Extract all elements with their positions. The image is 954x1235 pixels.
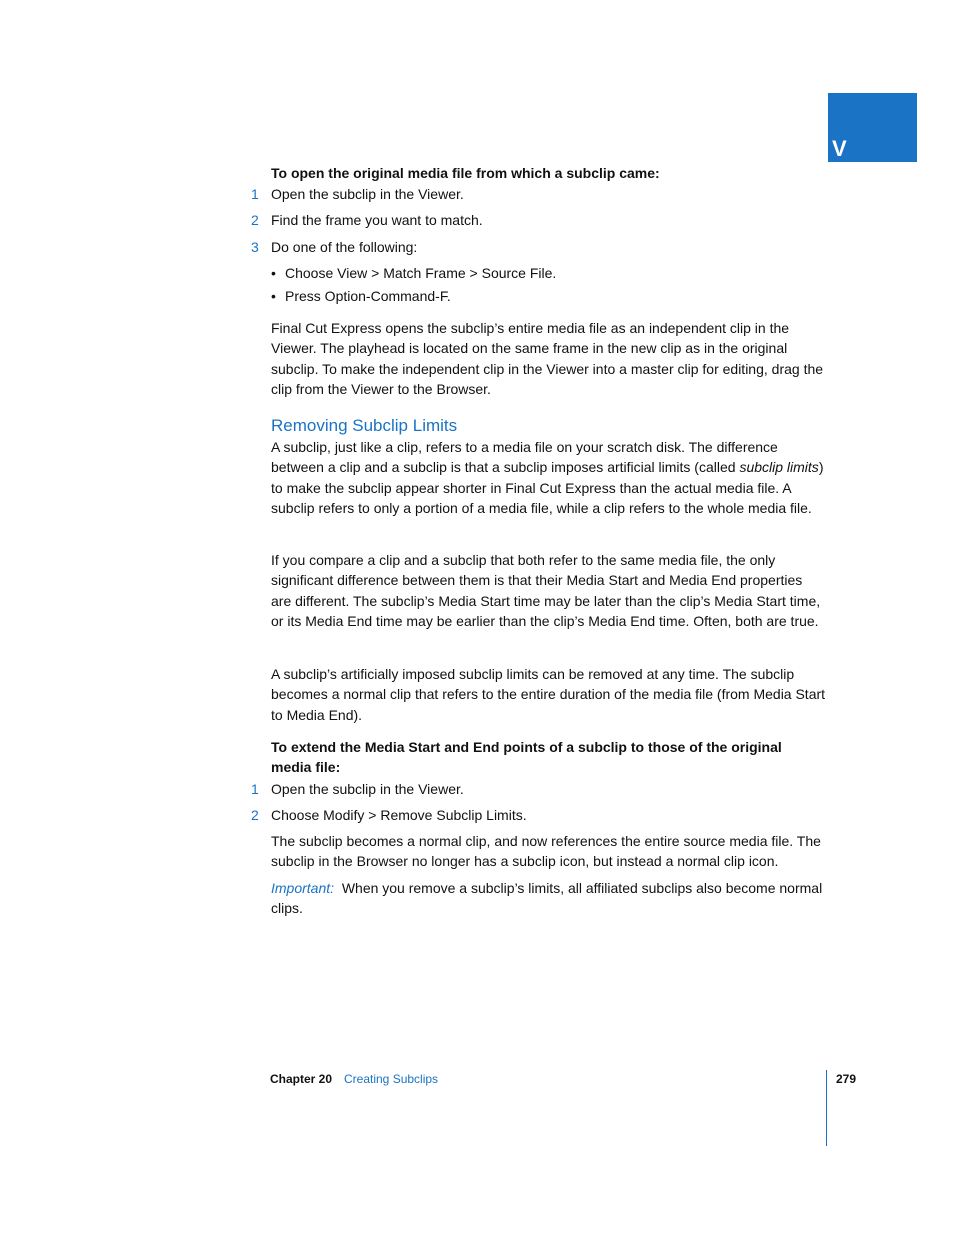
page-number: 279 <box>836 1072 857 1086</box>
step-number: 2 <box>251 807 259 823</box>
important-note <box>271 878 826 919</box>
step-text: Do one of the following: <box>271 239 418 255</box>
task-intro-extend-points: To extend the Media Start and End points of a subclip to those of the original media file: <box>271 739 782 776</box>
task-intro-match-frame: To open the original media file from which a subclip came: <box>271 165 660 181</box>
bullet-text: Choose View > Match Frame > Source File. <box>285 265 557 281</box>
footer-chapter-title: Creating Subclips <box>344 1072 439 1086</box>
chapter-tab <box>828 93 917 162</box>
paragraph-match-frame-result: Final Cut Express opens the subclip’s entire media file as an independent clip in the Viewer. The playhead is located on the same frame in the new clip as in the original subclip. To make the independent clip in the Viewer into a master clip for editing, drag the clip from the Viewer to the Browser. <box>271 320 824 397</box>
bullet-text: Press Option-Command-F. <box>285 288 451 304</box>
step-text: Find the frame you want to match. <box>271 212 483 228</box>
paragraph-subclip-definition <box>271 437 826 518</box>
chapter-tab-letter: V <box>832 136 847 161</box>
important-label: Important: <box>271 880 335 896</box>
bullet-dot: • <box>271 288 276 304</box>
step-text: Open the subclip in the Viewer. <box>271 781 464 797</box>
bullet-item <box>271 286 451 306</box>
para-text: A subclip, just like a clip, refers to a media file on your scratch disk. The difference between a clip and a subclip is that a subclip imposes artificial limits (called <box>271 439 778 476</box>
footer-divider <box>826 1070 827 1146</box>
step-number: 1 <box>251 781 259 797</box>
para-text: ) to make the subclip appear shorter in Final Cut Express than the actual media file. A subclip refers to only a portion of a media file, while a clip refers to the whole media file. <box>271 459 824 516</box>
important-text: When you remove a subclip’s limits, all affiliated subclips also become normal clips. <box>271 880 823 917</box>
paragraph-step-result: The subclip becomes a normal clip, and now references the entire source media file. The subclip in the Browser no longer has a subclip icon, but instead a normal clip icon. <box>271 833 821 870</box>
paragraph-compare-clips: If you compare a clip and a subclip that both refer to the same media file, the only significant difference between them is that their Media Start and Media End properties are different. The subclip’s Media Start time may be later than the clip’s Media Start time, or its Media End time may be earlier than the clip’s Media End time. Often, both are true. <box>271 552 821 629</box>
step-number: 1 <box>251 186 259 202</box>
step-text: Open the subclip in the Viewer. <box>271 186 464 202</box>
para-emphasis: subclip limits <box>739 459 819 476</box>
footer-chapter-label: Chapter 20 <box>270 1072 333 1086</box>
bullet-dot: • <box>271 265 276 281</box>
bullet-item <box>271 263 556 283</box>
paragraph-remove-limits: A subclip’s artificially imposed subclip limits can be removed at any time. The subclip becomes a normal clip that refers to the entire duration of the media file (from Media Start to Media End). <box>271 666 826 723</box>
step-number: 2 <box>251 212 259 228</box>
step-number: 3 <box>251 239 259 255</box>
section-heading: Removing Subclip Limits <box>271 416 458 435</box>
step-text: Choose Modify > Remove Subclip Limits. <box>271 807 527 823</box>
